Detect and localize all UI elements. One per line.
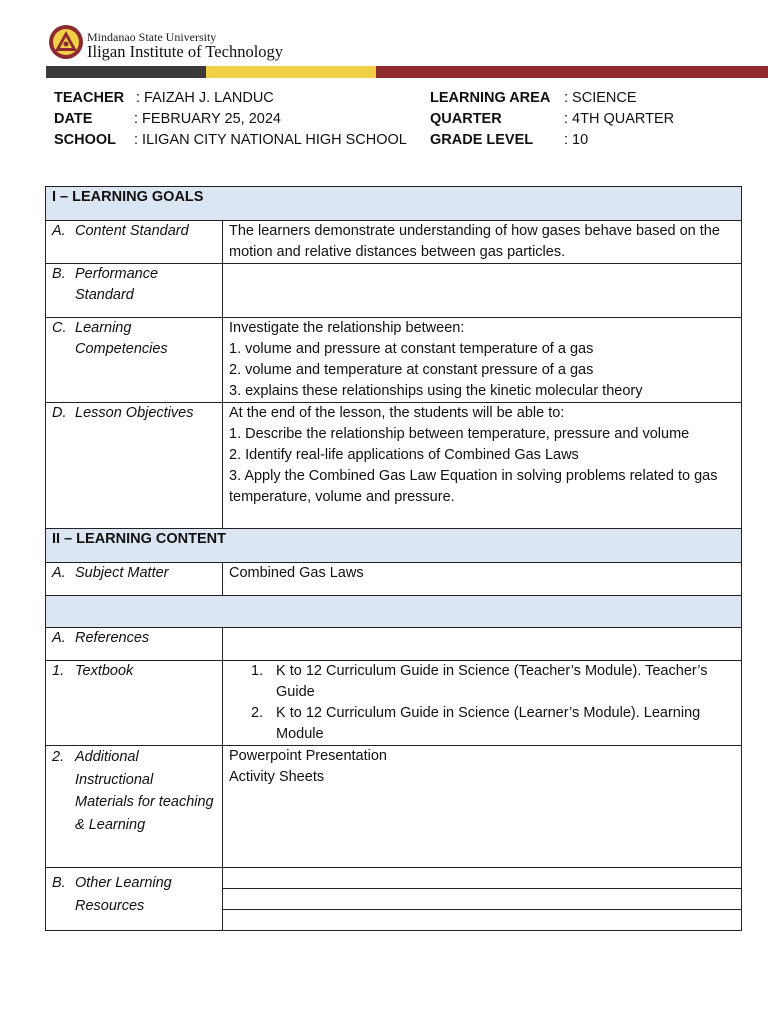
performance-standard-label xyxy=(46,264,223,318)
additional-materials-marker: 2. xyxy=(52,749,65,765)
other-resources-line xyxy=(223,910,742,931)
header-stripe-dark xyxy=(46,66,206,78)
teacher-value: : FAIZAH J. LANDUC xyxy=(136,90,274,106)
performance-standard-marker: B. xyxy=(52,266,66,282)
lesson-objectives-label xyxy=(46,403,223,529)
school-value: : ILIGAN CITY NATIONAL HIGH SCHOOL xyxy=(134,132,407,148)
grade-level-value: : 10 xyxy=(564,132,589,148)
teacher-label: TEACHER xyxy=(54,90,125,106)
competencies-line: 1. volume and pressure at constant temperature of a gas xyxy=(229,341,594,357)
header-stripe-maroon xyxy=(376,66,768,78)
additional-materials-line: Powerpoint Presentation xyxy=(229,748,387,764)
learning-competencies-label xyxy=(46,318,223,403)
content-standard-label-text: Content Standard xyxy=(75,223,189,239)
textbook-label-text: Textbook xyxy=(75,663,134,679)
references-label-text: References xyxy=(75,630,150,646)
content-standard-label xyxy=(46,221,223,264)
textbook-item-number: 2. xyxy=(251,705,264,721)
references-label xyxy=(46,628,223,661)
textbook-label xyxy=(46,661,223,746)
textbook-item-number: 1. xyxy=(251,663,264,679)
learning-competencies-marker: C. xyxy=(52,320,67,336)
other-resources-line xyxy=(223,868,742,889)
additional-materials-text xyxy=(223,746,742,868)
lesson-objectives-marker: D. xyxy=(52,405,67,421)
blank-section-header xyxy=(46,596,742,628)
objectives-line: 3. Apply the Combined Gas Law Equation in solving problems related to gas temperature, volume and pressure. xyxy=(229,468,718,505)
university-seal-icon xyxy=(48,24,84,60)
references-marker: A. xyxy=(52,630,66,646)
other-resources-line xyxy=(223,889,742,910)
learning-area-label: LEARNING AREA xyxy=(430,90,551,106)
learning-goals-header: I – LEARNING GOALS xyxy=(46,187,742,221)
textbook-item xyxy=(251,661,735,703)
other-resources-marker: B. xyxy=(52,875,66,891)
additional-materials-line: Activity Sheets xyxy=(229,769,325,785)
other-resources-label-text: Other Learning Resources xyxy=(75,875,172,914)
textbook-item-text: K to 12 Curriculum Guide in Science (Learner’s Module). Learning Module xyxy=(276,705,701,742)
learning-content-header: II – LEARNING CONTENT xyxy=(46,529,742,563)
objectives-line: 1. Describe the relationship between temperature, pressure and volume xyxy=(229,426,690,442)
institute-name: Iligan Institute of Technology xyxy=(87,42,284,61)
content-standard-text: The learners demonstrate understanding of how gases behave based on the motion and relative distances between gas particles. xyxy=(223,221,742,264)
subject-matter-label xyxy=(46,563,223,596)
additional-materials-label xyxy=(46,746,223,868)
objectives-line: At the end of the lesson, the students will be able to: xyxy=(229,405,565,421)
header-stripe-gold xyxy=(206,66,376,78)
learning-competencies-text xyxy=(223,318,742,403)
additional-materials-label-text: Additional Instructional Materials for teaching & Learning xyxy=(75,749,214,834)
competencies-line: 2. volume and temperature at constant pressure of a gas xyxy=(229,362,594,378)
performance-standard-label-text: Performance Standard xyxy=(75,266,159,303)
textbook-marker: 1. xyxy=(52,663,65,679)
quarter-value: : 4TH QUARTER xyxy=(564,111,675,127)
competencies-line: 3. explains these relationships using the kinetic molecular theory xyxy=(229,383,643,399)
info-row-teacher xyxy=(54,90,744,110)
quarter-label: QUARTER xyxy=(430,111,502,127)
lesson-objectives-text xyxy=(223,403,742,529)
competencies-line: Investigate the relationship between: xyxy=(229,320,465,336)
objectives-line: 2. Identify real-life applications of Combined Gas Laws xyxy=(229,447,579,463)
info-row-school xyxy=(54,132,744,152)
subject-matter-value: Combined Gas Laws xyxy=(223,563,742,596)
grade-level-label: GRADE LEVEL xyxy=(430,132,534,148)
subject-matter-marker: A. xyxy=(52,565,66,581)
learning-area-value: : SCIENCE xyxy=(564,90,637,106)
university-name: Mindanao State University xyxy=(87,30,217,44)
references-value xyxy=(223,628,742,661)
school-label: SCHOOL xyxy=(54,132,117,148)
info-row-date xyxy=(54,111,744,131)
lesson-plan-table xyxy=(45,186,742,931)
date-value: : FEBRUARY 25, 2024 xyxy=(134,111,281,127)
date-label: DATE xyxy=(54,111,93,127)
subject-matter-label-text: Subject Matter xyxy=(75,565,169,581)
lesson-objectives-label-text: Lesson Objectives xyxy=(75,405,194,421)
textbook-item-text: K to 12 Curriculum Guide in Science (Teacher’s Module). Teacher’s Guide xyxy=(276,663,708,700)
performance-standard-value xyxy=(223,264,742,318)
textbook-item xyxy=(251,703,735,745)
learning-competencies-label-text: Learning Competencies xyxy=(75,320,168,357)
document-header xyxy=(46,22,446,64)
textbook-list xyxy=(223,661,742,746)
other-resources-label xyxy=(46,868,223,931)
content-standard-marker: A. xyxy=(52,223,66,239)
